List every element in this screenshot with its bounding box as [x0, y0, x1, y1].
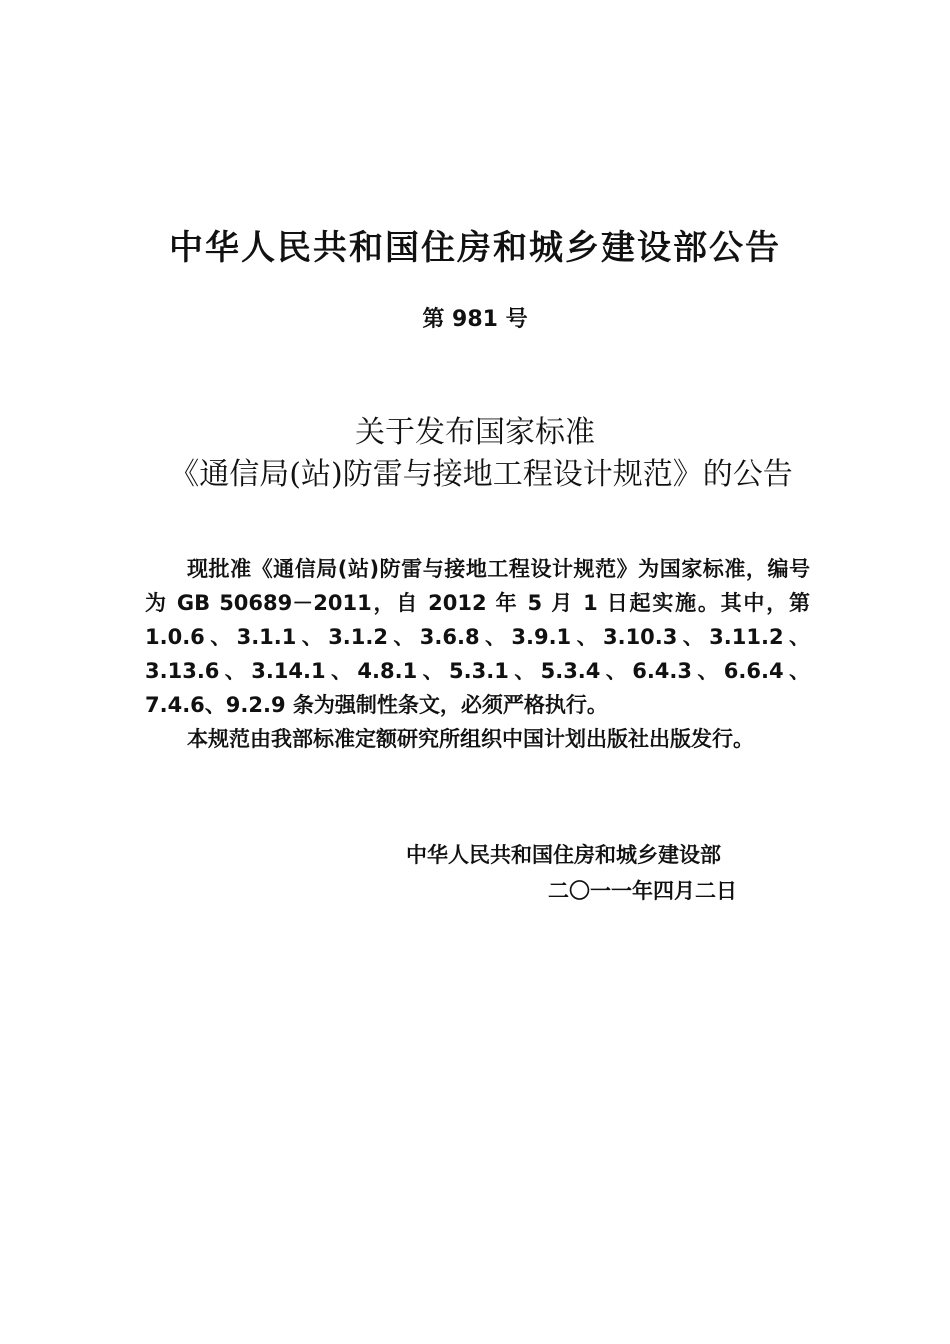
- announcement-body: [145, 552, 810, 756]
- body-paragraph-2: 本规范由我部标准定额研究所组织中国计划出版社出版发行。: [187, 727, 754, 751]
- announcement-number: 第 981 号: [422, 307, 528, 332]
- subtitle-line-1: 关于发布国家标准: [355, 415, 595, 450]
- body-paragraph-1: 现批准《通信局(站)防雷与接地工程设计规范》为国家标准，编号为 GB 50689－2011，自 2012 年 5 月 1 日起实施。其中，第 1.0.6、3.1.1、3.1.2、3.6.8、3.9.1、3.10.3、3.11.2、3.13.6、3.14.1、4.8.1、5.3.1、5.3.4、6.4.3、6.6.4、7.4.6、9.2.9 条为强制性条文，必须严格执行。: [145, 557, 810, 717]
- signature-organization: 中华人民共和国住房和城乡建设部: [406, 843, 721, 867]
- signature-date: 二〇一一年四月二日: [548, 879, 737, 903]
- subtitle-line-2: 《通信局(站)防雷与接地工程设计规范》的公告: [169, 457, 793, 492]
- announcement-title: 中华人民共和国住房和城乡建设部公告: [169, 228, 781, 268]
